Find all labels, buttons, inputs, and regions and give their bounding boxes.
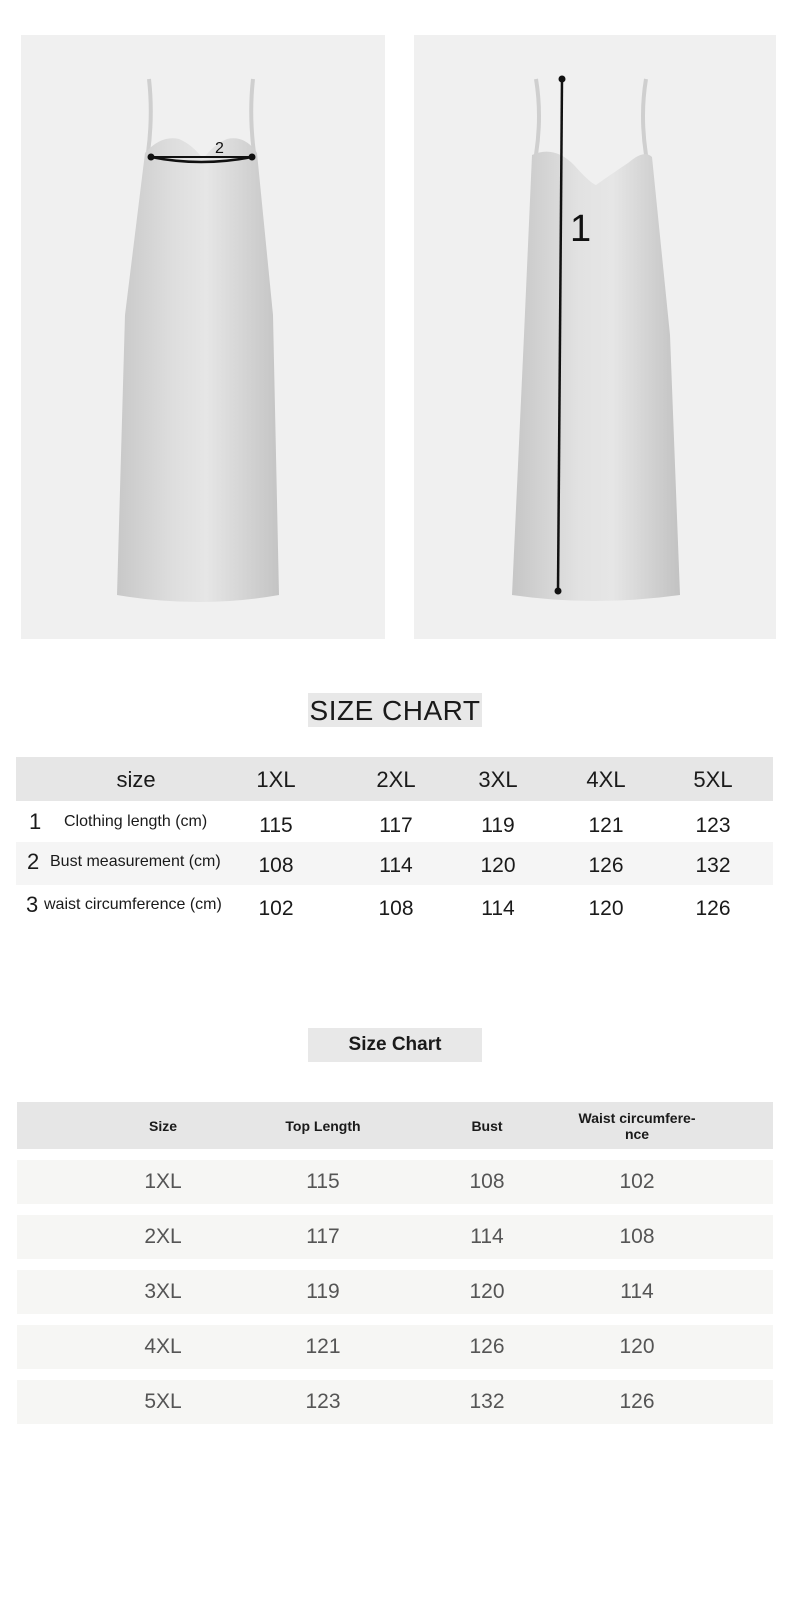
cell-value: 120: [588, 897, 624, 920]
cell-value: 126: [695, 897, 731, 920]
size-chart-header-row: [16, 757, 773, 801]
length-marker-label: 1: [570, 208, 592, 250]
cell-value: 117: [379, 814, 413, 837]
table-row: [17, 1380, 773, 1424]
header-size: size: [116, 767, 156, 792]
cell-waist: 102: [619, 1170, 655, 1193]
dress-front-illustration: [21, 35, 385, 639]
front-view-image: [21, 35, 385, 639]
table-row: [16, 885, 773, 929]
table-row: [17, 1215, 773, 1259]
table-row: [16, 802, 773, 846]
bust-marker-label: 2: [215, 140, 224, 157]
cell-waist: 114: [620, 1280, 654, 1303]
header-waist-line2: nce: [624, 1125, 650, 1142]
header-top-length: Top Length: [285, 1117, 361, 1134]
table-row: [16, 842, 773, 886]
row-label: waist circumference (cm): [44, 896, 222, 913]
cell-value: 119: [481, 814, 515, 837]
cell-value: 114: [379, 854, 413, 877]
cell-value: 102: [258, 897, 294, 920]
size-chart-secondary-title: Size Chart: [308, 1028, 482, 1062]
header-size: Size: [148, 1117, 177, 1134]
cell-bust: 132: [469, 1390, 505, 1413]
cell-bust: 126: [469, 1335, 505, 1358]
dress-body: [117, 138, 279, 602]
cell-value: 108: [258, 854, 294, 877]
table-row: [17, 1160, 773, 1204]
row-label: Clothing length (cm): [64, 813, 208, 830]
cell-size: 5XL: [144, 1390, 182, 1413]
dress-back-illustration: [414, 35, 776, 639]
cell-size: 2XL: [144, 1225, 182, 1248]
cell-bust: 108: [469, 1170, 505, 1193]
table-row: [17, 1270, 773, 1314]
row-index: 2: [27, 849, 40, 874]
back-view-image: [414, 35, 776, 639]
size-table-header-row: [17, 1102, 773, 1149]
cell-waist: 108: [619, 1225, 655, 1248]
table-row: [17, 1325, 773, 1369]
row-label: Bust measurement (cm): [50, 853, 221, 870]
cell-value: 121: [588, 814, 624, 837]
row-index: 1: [29, 809, 42, 834]
strap: [536, 79, 646, 155]
header-waist-line1: Waist circumfere-: [578, 1109, 696, 1126]
header-2xl: 2XL: [376, 767, 416, 792]
cell-length: 119: [306, 1280, 340, 1303]
header-3xl: 3XL: [478, 767, 518, 792]
cell-waist: 126: [619, 1390, 655, 1413]
cell-size: 3XL: [144, 1280, 182, 1303]
header-waist: [557, 1102, 717, 1149]
header-bust: Bust: [471, 1117, 503, 1134]
cell-value: 126: [588, 854, 624, 877]
cell-bust: 114: [470, 1225, 504, 1248]
cell-value: 120: [480, 854, 516, 877]
header-1xl: 1XL: [256, 767, 296, 792]
cell-value: 115: [259, 814, 293, 837]
cell-value: 114: [481, 897, 515, 920]
cell-size: 4XL: [144, 1335, 182, 1358]
cell-value: 108: [378, 897, 414, 920]
cell-value: 132: [695, 854, 731, 877]
header-4xl: 4XL: [586, 767, 626, 792]
cell-length: 123: [305, 1390, 341, 1413]
cell-value: 123: [695, 814, 731, 837]
size-chart-title: SIZE CHART: [309, 695, 481, 726]
header-5xl: 5XL: [693, 767, 733, 792]
row-index: 3: [26, 892, 39, 917]
dress-body: [512, 152, 680, 601]
cell-waist: 120: [619, 1335, 655, 1358]
cell-length: 121: [305, 1335, 341, 1358]
cell-length: 115: [306, 1170, 340, 1193]
cell-size: 1XL: [144, 1170, 182, 1193]
cell-bust: 120: [469, 1280, 505, 1303]
cell-length: 117: [306, 1225, 340, 1248]
